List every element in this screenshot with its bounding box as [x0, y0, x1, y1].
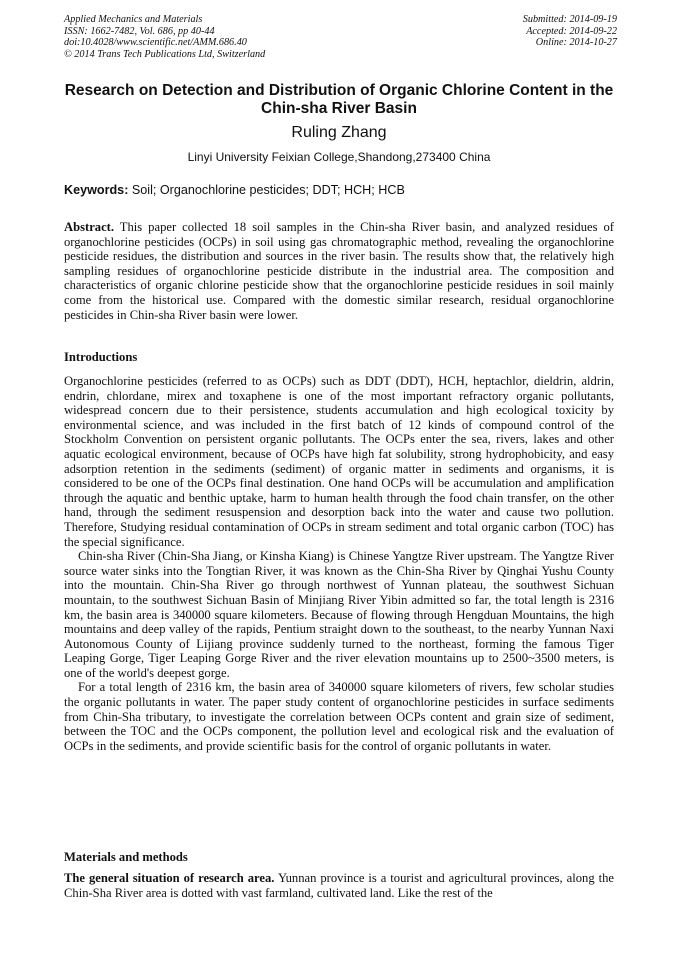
paper-title: Research on Detection and Distribution of Organic Chlorine Content in the Chin-sha River Basin [64, 82, 614, 117]
accepted-date: Accepted: 2014-09-22 [526, 25, 617, 37]
author-name: Ruling Zhang [291, 124, 387, 141]
keywords-label: Keywords: [64, 183, 129, 197]
abstract-label: Abstract. [64, 220, 115, 234]
submitted-date: Submitted: 2014-09-19 [522, 14, 617, 25]
header-left [64, 14, 265, 60]
journal-doi: doi:10.4028/www.scientific.net/AMM.686.40 [64, 37, 247, 48]
journal-issn: ISSN: 1662-7482, Vol. 686, pp 40-44 [64, 25, 215, 37]
introduction-heading: Introductions [64, 350, 138, 364]
introduction-paragraph: Chin-sha River (Chin-Sha Jiang, or Kinsha Kiang) is Chinese Yangtze River upstream. The Yangtze River source water sinks into the Tongtian River, it was known as the Chin-Sha River by Qinghai Yushu County into the mountain. Chin-Sha River go through northwest of Yunnan plateau, the southwest Sichuan mountain, to the southwest Sichuan Basin of Minjiang River Yibin admitted so far, the total length is 2316 km, the basin area is 340000 square kilometers. Because of flowing through Hengduan Mountains, the high mountains and deep valley of the rapids, Pentium straight down to the southeast, to the nearby Yunnan Naxi Autonomous County of Lijiang province suddenly turned to the northeast, forming the famous Tiger Leaping Gorge, Tiger Leaping Gorge River and the river elevation mountains up to 2500~3500 meters, is one of the world's deepest gorge. [64, 549, 614, 680]
materials-body [64, 871, 614, 900]
online-date: Online: 2014-10-27 [535, 37, 617, 48]
header-right [523, 14, 617, 49]
introduction-paragraph: Organochlorine pesticides (referred to as OCPs) such as DDT (DDT), HCH, heptachlor, dieldrin, aldrin, endrin, chlordane, mirex and toxaphene is one of the most important refractory organic pollutants, widespread concern due to their persistence, students accumulation and high ecological toxicity by environmental science, and was included in the first batch of 12 kinds of compound control of the Stockholm Convention on persistent organic pollutants. The OCPs enter the sea, rivers, lakes and other aquatic ecological environment, because of OCPs have high fat solubility, strong hydrophobicity, and easy adsorption retention in the sediments (sediment) of organic matter in sediments and organisms, it is considered to be one of the OCPs final destination. One hand OCPs will be accumulation and amplification through the aquatic and benthic uptake, harm to human health through the food chain transfer, on the other hand, through the sediment resuspension and desorption back into the water and cause two pollution. Therefore, Studying residual contamination of OCPs in stream sediment and total organic carbon (TOC) has the special significance. [64, 374, 614, 549]
abstract [64, 220, 614, 322]
materials-subheading: The general situation of research area. [64, 871, 275, 885]
journal-copyright: © 2014 Trans Tech Publications Ltd, Switzerland [64, 48, 266, 60]
abstract-text: This paper collected 18 soil samples in the Chin-sha River basin, and analyzed residues of organochlorine pesticides (OCPs) in soil using gas chromatographic method, revealing the organochlorine pesticide residues, the distribution and sources in the river basin. The results show that, the relatively high sampling residues of organochlorine pesticide distribute in the industrial area. The composition and characteristics of organic chlorine pesticide show that the organochlorine pesticide residues in soil mainly come from the historical use. Compared with the domestic similar research, residual organochlorine pesticides in Chin-sha River basin were lower. [64, 220, 615, 322]
materials-heading: Materials and methods [64, 850, 188, 864]
keywords-text: Soil; Organochlorine pesticides; DDT; HCH; HCB [131, 183, 405, 197]
introduction-body [64, 374, 614, 753]
keywords [64, 183, 614, 197]
materials-text: Yunnan province is a tourist and agricultural provinces, along the Chin-Sha River area is dotted with vast farmland, cultivated land. Like the rest of the [64, 871, 614, 900]
introduction-paragraph: For a total length of 2316 km, the basin area of 340000 square kilometers of rivers, few scholar studies the organic pollutants in water. The paper study content of organochlorine pesticides in surface sediments from Chin-Sha tributary, to investigate the correlation between OCPs content and grain size of sediment, between the TOC and the OCPs component, the pollution level and ecological risk and the evaluation of OCPs in the sediments, and provide scientific basis for the control of organic pollutants in water. [64, 680, 614, 753]
journal-name: Applied Mechanics and Materials [64, 14, 203, 25]
author-affiliation: Linyi University Feixian College,Shandong,273400 China [187, 150, 491, 164]
